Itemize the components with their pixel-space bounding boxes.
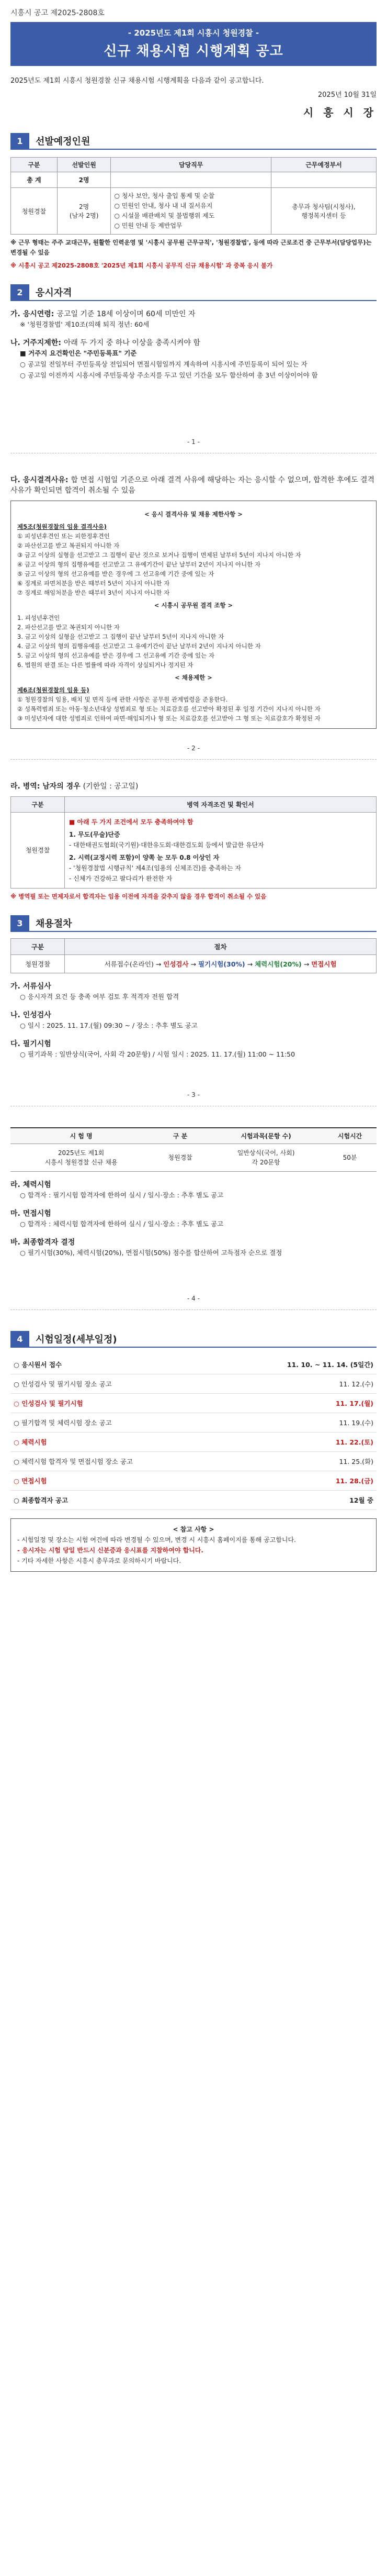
note: ※ 근무 형태는 주주 교대근무, 원활한 인력운영 및 '시흥시 공무원 근무규칙', '청원경찰법', 등에 따라 근로조건 중 근무부서(담당업무)는 변경될 수 있음: [10, 239, 372, 256]
item-text: ○ 일시 : 2025. 11. 17.(월) 09:30 ~ / 장소 : 추후 별도 공고: [20, 1021, 198, 1029]
final-notice-box: [10, 1518, 377, 1572]
page-number: - 4 -: [187, 1295, 200, 1302]
section-4-header: [10, 1331, 377, 1348]
section-3-header: [10, 915, 377, 932]
item-heading: 마. 면접시험: [10, 1209, 51, 1218]
list-item: 2. 파산선고를 받고 복권되지 아니한 자: [17, 624, 120, 631]
section-1-header: [10, 133, 377, 150]
schedule-label: ○ 체력시험: [14, 1438, 47, 1446]
item-text: ○ 합격자 : 필기시험 합격자에 한하여 실시 / 일시·장소 : 추후 별도 공고: [20, 1191, 224, 1199]
note: ※ 시흥시 공고 제2025-2808호 '2025년 제1회 시흥시 공무직 신규 채용시험' 과 중복 응시 불가: [10, 262, 273, 269]
notice-line: - 시험일정 및 장소는 시험 여건에 따라 변경될 수 있으며, 변경 시 시흥시 홈페이지를 통해 공고합니다.: [17, 1536, 296, 1544]
signer: 시 흥 시 장: [303, 106, 377, 119]
recruit-table: [10, 157, 377, 235]
item-text: ○ 필기시험(30%), 체력시험(20%), 면접시험(50%) 점수를 합산하여 고득점자 순으로 결정: [20, 1249, 282, 1257]
item-heading: 바. 최종합격자 결정: [10, 1238, 75, 1247]
item-text: ○ 공고일 이전까지 시흥시에 주민등록상 주소지를 두고 있던 기간을 모두 합산하여 총 3년 이상이어야 함: [20, 371, 318, 379]
list-item: 4. 금고 이상의 형의 집행유예를 선고받고 그 유예기간이 끝난 날부터 2년이 지나지 아니한 자: [17, 642, 261, 650]
item-heading: 가. 응시연령: 공고일 기준 18세 이상이며 60세 미만인 자: [10, 310, 196, 318]
list-item: 3. 금고 이상의 실형을 선고받고 그 집행이 끝난 날부터 5년이 지나지 아니한 자: [17, 633, 224, 640]
table-header: 절차: [65, 939, 377, 955]
section-number: 4: [10, 1331, 29, 1347]
schedule-row: [10, 1452, 377, 1471]
row-label: 청원경찰: [11, 188, 58, 235]
schedule-value: 11. 12.(수): [339, 1380, 373, 1388]
item-heading: 나. 인성검사: [10, 1011, 51, 1019]
list-item: ③ 미성년자에 대한 성범죄로 인하여 파면·해임되거나 형 또는 치료감호를 선고받아 그 형 또는 치료감호가 확정된 자: [17, 715, 321, 722]
item-text: ※ '청원경찰법' 제10조(의해 퇴직 정년: 60세: [20, 320, 150, 328]
table-header: 구분: [11, 797, 65, 813]
item-heading: 가. 서류심사: [10, 982, 51, 991]
exam-table: [10, 1127, 377, 1172]
section-number: 3: [10, 915, 29, 931]
military-table: [10, 796, 377, 889]
item-text: ○ 합격자 : 체력시험 합격자에 한하여 실시 / 일시·장소 : 추후 별도 공고: [20, 1220, 224, 1228]
schedule-label: ○ 면접시험: [14, 1477, 47, 1485]
schedule-label: ○ 필기합격 및 체력시험 장소 공고: [14, 1419, 112, 1427]
schedule-row: [10, 1433, 377, 1452]
total-label: 총 계: [11, 172, 58, 188]
page-number: - 1 -: [187, 438, 200, 446]
schedule-value: 11. 10. ~ 11. 14. (5일간): [287, 1361, 373, 1369]
schedule-value: 11. 22.(토): [335, 1438, 373, 1446]
list-item: 6. 법원의 판결 또는 다른 법률에 따라 자격이 상실되거나 정지된 자: [17, 661, 194, 669]
list-item: ② 파산선고를 받고 복권되지 아니한 자: [17, 542, 120, 549]
notice-document: [10, 7, 377, 1572]
table-header: 근무예정부서: [271, 158, 376, 172]
total-value: 2명: [57, 172, 111, 188]
box-subtitle: < 시흥시 공무원 결격 조항 >: [154, 602, 233, 609]
box-subhead: 제5조(청원경찰의 임용 결격사유): [17, 523, 107, 530]
schedule-list: [10, 1355, 377, 1510]
section-2-header: [10, 284, 377, 301]
section-title: 선발예정인원: [36, 136, 90, 147]
title-banner: [10, 22, 377, 66]
banner-subtitle: - 2025년도 제1회 시흥시 청원경찰 -: [128, 28, 259, 38]
procedure-table: [10, 938, 377, 973]
row-label: 청원경찰: [11, 813, 65, 889]
notice-line: - 기타 자세한 사항은 시흥시 총무과로 문의하시기 바랍니다.: [17, 1557, 181, 1564]
exam-type: 청원경찰: [152, 1144, 209, 1172]
banner-title: 신규 채용시험 시행계획 공고: [104, 43, 283, 59]
box-subtitle: < 채용제한 >: [175, 674, 212, 681]
schedule-row: [10, 1491, 377, 1510]
table-header: 선발인원: [57, 158, 111, 172]
schedule-label: ○ 인성검사 및 필기시험: [14, 1400, 83, 1407]
table-header: 시험시간: [323, 1128, 377, 1144]
list-item: ⑥ 징계로 파면처분을 받은 때부터 5년이 지나지 아니한 자: [17, 580, 170, 587]
section-title: 시험일정(세부일정): [36, 1334, 117, 1345]
schedule-row: [10, 1471, 377, 1491]
list-item: ② 성폭력범죄 또는 아동·청소년대상 성범죄로 형 또는 치료감호를 선고받아 확정된 후 일정 기간이 지나지 아니한 자: [17, 705, 321, 713]
table-header: 구분: [11, 158, 58, 172]
box-subhead: 제6조(청원경찰의 임용 등): [17, 686, 89, 694]
item-text: ■ 거주지 요건확인은 "주민등록표" 기준: [20, 349, 137, 357]
list-item: ① 피성년후견인 또는 피한정후견인: [17, 532, 110, 540]
schedule-label: ○ 인성검사 및 필기시험 장소 공고: [14, 1380, 112, 1388]
list-item: 5. 금고 이상의 형의 선고유예를 받은 경우에 그 선고유예 기간 중에 있는 자: [17, 652, 214, 659]
list-item: ③ 금고 이상의 실형을 선고받고 그 집행이 끝난 것으로 보거나 집행이 면제된 날부터 5년이 지나지 아니한 자: [17, 551, 301, 559]
notice-title: < 참고 사항 >: [173, 1526, 214, 1533]
row-count: 2명 (남자 2명): [57, 188, 111, 235]
item-text: ○ 공고일 전일부터 주민등록상 전입되어 면접시험일까지 계속하여 시흥시에 주민등록이 되어 있는 자: [20, 360, 308, 368]
schedule-value: 11. 25.(화): [339, 1458, 373, 1465]
item-heading: 라. 체력시험: [10, 1181, 51, 1189]
page-number: - 3 -: [187, 1091, 200, 1098]
schedule-row: [10, 1355, 377, 1374]
schedule-value: 12월 중: [349, 1496, 373, 1504]
list-item: ⑦ 징계로 해임처분을 받은 때부터 3년이 지나지 아니한 자: [17, 589, 170, 596]
table-header: 구 분: [152, 1128, 209, 1144]
table-header: 구분: [11, 939, 65, 955]
notice-date: 2025년 10월 31일: [317, 91, 377, 99]
schedule-row: [10, 1394, 377, 1413]
item-text: ○ 필기과목 : 일반상식(국어, 사회 각 20문항) / 시험 일시 : 2025. 11. 17.(월) 11:00 ~ 11:50: [20, 1050, 295, 1058]
row-label: 청원경찰: [11, 955, 65, 973]
schedule-value: 11. 17.(월): [335, 1400, 373, 1407]
box-title: < 응시 결격사유 및 채용 제한사항 >: [144, 510, 243, 518]
schedule-value: 11. 19.(수): [339, 1419, 373, 1427]
exam-subjects: 일반상식(국어, 사회) 각 20문항: [209, 1144, 323, 1172]
item-heading: 라. 병역: 남자의 경우 (기한일 : 공고일): [10, 782, 139, 791]
schedule-label: ○ 최종합격자 공고: [14, 1496, 69, 1504]
section-title: 응시자격: [36, 287, 72, 298]
list-item: ⑤ 금고 이상의 형의 선고유예를 받은 경우에 그 선고유예 기간 중에 있는 자: [17, 570, 214, 578]
exam-name: 2025년도 제1회 시흥시 청원경찰 신규 채용: [10, 1144, 152, 1172]
item-text: ○ 응시자격 요건 등 충족 여부 검토 후 적격자 전원 합격: [20, 993, 179, 1001]
table-header: 담당직무: [111, 158, 271, 172]
page-number: - 2 -: [187, 745, 200, 752]
list-item: ④ 금고 이상의 형의 집행유예를 선고받고 그 유예기간이 끝난 날부터 2년이 지나지 아니한 자: [17, 561, 261, 568]
schedule-label: ○ 응시원서 접수: [14, 1361, 62, 1369]
exam-time: 50분: [323, 1144, 377, 1172]
section-number: 1: [10, 133, 29, 149]
table-header: 병역 자격조건 및 확인서: [65, 797, 377, 813]
section-title: 채용절차: [36, 918, 72, 929]
intro-text: 2025년도 제1회 시흥시 청원경찰 신규 채용시험 시행계획을 다음과 같이 공고합니다.: [10, 77, 264, 85]
notice-line: - 응시자는 시험 당일 반드시 신분증과 응시표를 지참하여야 합니다.: [17, 1547, 203, 1554]
list-item: ① 청원경찰의 임용, 배치 및 면직 등에 관한 사항은 공무원 관계법령을 준용한다.: [17, 696, 228, 703]
schedule-row: [10, 1374, 377, 1394]
item-heading: 다. 필기시험: [10, 1040, 51, 1048]
schedule-value: 11. 28.(금): [335, 1477, 373, 1485]
list-item: 1. 피성년후견인: [17, 614, 60, 621]
schedule-row: [10, 1413, 377, 1433]
item-heading: 다. 응시결격사유: 합 면접 시험일 기준으로 아래 결격 사유에 해당하는 자는 응시할 수 없으며, 합격한 후에도 결격사유가 확인되면 합격이 취소될 수 있음: [10, 476, 375, 495]
row-duties: ○ 청사 보안, 청사 출입 통제 및 순찰 ○ 민원인 안내, 청사 내 내 질서유지 ○ 시설물 배관배치 및 불법행위 제도 ○ 민원 안내 등 제반업무: [111, 188, 271, 235]
note: ※ 병역필 또는 면제자로서 합격자는 임용 이전에 자격을 갖추지 않을 경우 합격이 취소될 수 있음: [10, 893, 267, 900]
section-number: 2: [10, 284, 29, 300]
procedure-steps: 서류접수(온라인) → 인성검사 → 필기시험(30%) → 체력시험(20%) → 면접시험: [65, 955, 377, 973]
document-number: 시흥시 공고 제2025-2808호: [10, 9, 105, 17]
table-header: 시험과목(문항 수): [209, 1128, 323, 1144]
requirements-cell: ■ 아래 두 가지 조건에서 모두 충족하여야 함 1. 무도(무술)단증 - 대한태권도협회(국기원)·대한유도회·대한검도회 등에서 발급한 유단자 2. 시력(교정시력 포함)이 양쪽 눈 모두 0.8 이상인 자 - '청원경찰법 시행규칙' 제4조(임용의 신체조건)를 충족하는 자 - 신체가 건강하고 팔다리가 완전한 자: [65, 813, 377, 889]
schedule-label: ○ 체력시험 합격자 및 면접시험 장소 공고: [14, 1458, 133, 1465]
row-dept: 총무과 청사팀(시청사), 행정복지센터 등: [271, 188, 376, 235]
table-header: 시 험 명: [10, 1128, 152, 1144]
item-heading: 나. 거주지제한: 아래 두 가지 중 하나 이상을 충족시켜야 함: [10, 339, 200, 347]
disqualification-box: [10, 501, 377, 729]
